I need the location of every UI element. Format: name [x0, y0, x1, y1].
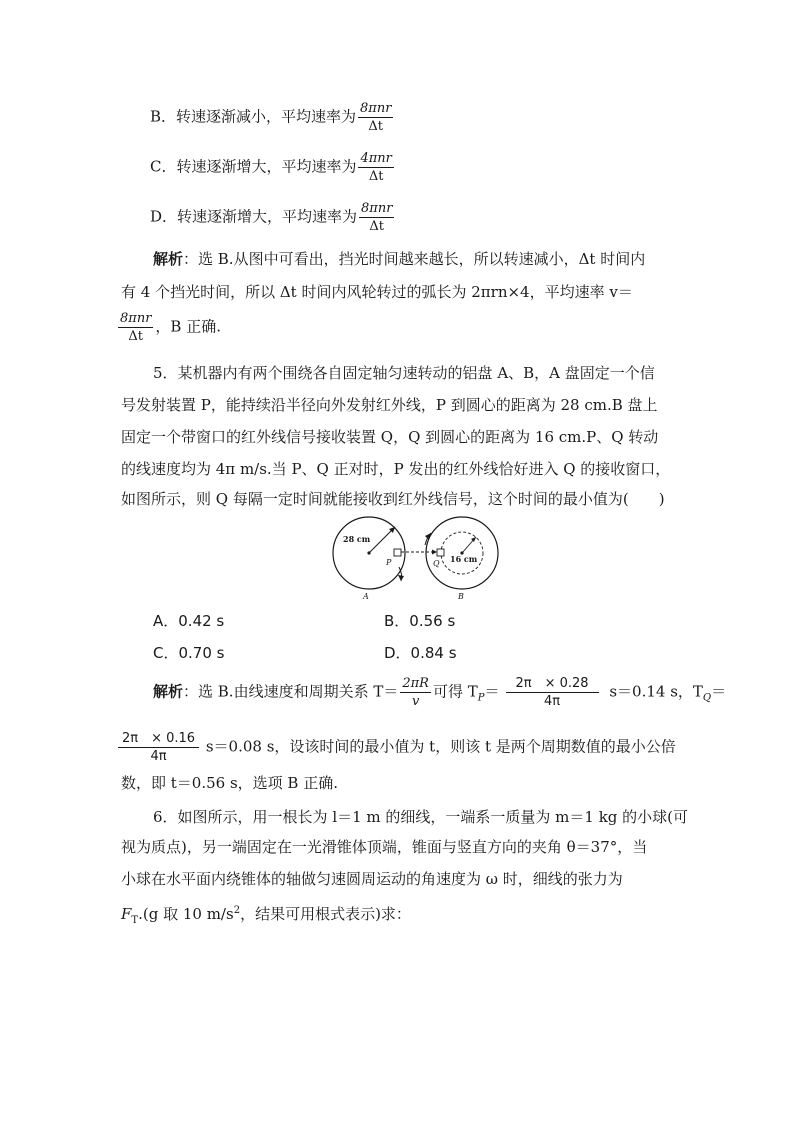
subscript: P	[477, 692, 485, 704]
frac-den: Δt	[369, 219, 385, 234]
frac-num: 8πnr	[361, 201, 393, 216]
frac-den: Δt	[368, 119, 384, 134]
label-a: A	[363, 592, 369, 601]
solution-4-line-2: 有 4 个挡光时间，所以 Δt 时间内风轮转过的弧长为 2πrn×4，平均速率 v＝	[121, 283, 633, 301]
label-b: B	[458, 592, 464, 601]
option-text: B．转速逐渐减小，平均速率为	[150, 107, 357, 126]
q6-line-3: 小球在水平面内绕锥体的轴做匀速圆周运动的角速度为 ω 时，细线的张力为	[121, 870, 623, 888]
emitter-p	[394, 549, 401, 556]
option-d-prev	[150, 200, 396, 235]
fraction	[358, 150, 393, 185]
q6-line-1: 6．如图所示，用一根长为 l＝1 m 的细线，一端系一质量为 m＝1 kg 的小球(可	[153, 808, 689, 826]
q6-text: ，结果可用根式表示)求：	[240, 905, 411, 923]
solution-tag: 解析	[153, 682, 184, 701]
q6-line-4	[121, 900, 411, 932]
option-b-prev	[150, 100, 395, 135]
solution-text: ，B 正确.	[155, 317, 221, 336]
solution-text: ：选 B.由线速度和周期关系 T＝	[183, 682, 399, 701]
option-text: C．转速逐渐增大，平均速率为	[150, 157, 357, 176]
solution-text: s＝0.14 s，T	[604, 682, 703, 701]
option-text: D．转速逐渐增大，平均速率为	[150, 207, 358, 226]
label-b-radius: 16 cm	[450, 554, 478, 564]
solution-4-line-3	[118, 310, 221, 345]
q5-line-1: 5．某机器内有两个围绕各自固定轴匀速转动的铝盘 A、B，A 盘固定一个信	[153, 364, 655, 382]
frac-den: Δt	[368, 169, 384, 184]
q5-option-c: C．0.70 s	[153, 644, 225, 662]
q5-line-2: 号发射装置 P，能持续沿半径向外发射红外线，P 到圆心的距离为 28 cm.B 盘上	[121, 396, 658, 414]
frac-num: 4πnr	[360, 151, 392, 166]
frac-num: 2πR	[402, 676, 429, 691]
q5-line-3: 固定一个带窗口的红外线信号接收装置 Q，Q 到圆心的距离为 16 cm.P、Q 转动	[121, 428, 659, 446]
q5-option-d: D．0.84 s	[384, 644, 457, 662]
label-q: Q	[433, 559, 440, 568]
q5-option-b: B．0.56 s	[384, 612, 456, 630]
solution-text: ：选 B.从图中可看出，挡光时间越来越长，所以转速减小，Δt 时间内	[183, 250, 646, 268]
solution-5-line-3: 数，即 t＝0.56 s，选项 B 正确.	[121, 774, 338, 792]
symbol: F	[121, 905, 132, 923]
frac-den: Δt	[128, 329, 144, 344]
frac-den: 4π	[150, 749, 167, 764]
fraction	[506, 675, 599, 710]
fraction	[359, 200, 394, 235]
solution-5-line-1	[153, 675, 726, 710]
q5-line-5: 如图所示，则 Q 每隔一定时间就能接收到红外线信号，这个时间的最小值为( )	[121, 490, 665, 508]
solution-text: ＝	[711, 682, 727, 701]
label-a-radius: 28 cm	[343, 534, 371, 544]
fraction	[400, 675, 431, 710]
q6-text: .(g 取 10 m/s	[138, 905, 234, 923]
q5-option-a: A．0.42 s	[153, 612, 225, 630]
solution-text: ＝	[484, 682, 500, 701]
frac-den: 4π	[543, 694, 561, 709]
solution-tag: 解析	[153, 250, 184, 268]
solution-text: s＝0.08 s，设该时间的最小值为 t，则该 t 是两个周期数值的最小公倍	[201, 737, 676, 756]
fraction	[118, 730, 199, 765]
superscript: 2	[233, 905, 241, 916]
subscript: Q	[702, 692, 712, 704]
frac-num: 2π × 0.28	[506, 675, 599, 693]
fraction	[118, 310, 153, 345]
arrowhead	[398, 575, 404, 581]
fraction	[358, 100, 393, 135]
beam-arrowhead	[432, 550, 437, 555]
frac-num: 2π × 0.16	[118, 730, 199, 748]
q6-line-2: 视为质点)，另一端固定在一光滑锥体顶端，锥面与竖直方向的夹角 θ＝37°，当	[121, 838, 648, 856]
label-p: P	[386, 558, 392, 567]
disk-figure	[325, 515, 505, 605]
subscript: T	[131, 915, 139, 926]
option-c-prev	[150, 150, 396, 185]
frac-num: 8πnr	[120, 311, 152, 326]
solution-4-line-1	[153, 248, 645, 270]
solution-text: 可得 T	[432, 682, 478, 701]
frac-num: 8πnr	[360, 101, 392, 116]
frac-den: v	[411, 694, 420, 709]
receiver-q	[437, 549, 444, 556]
solution-5-line-2	[118, 730, 676, 765]
q5-line-4: 的线速度均为 4π m/s.当 P、Q 正对时，P 发出的红外线恰好进入 Q 的接收窗口，	[121, 460, 671, 478]
